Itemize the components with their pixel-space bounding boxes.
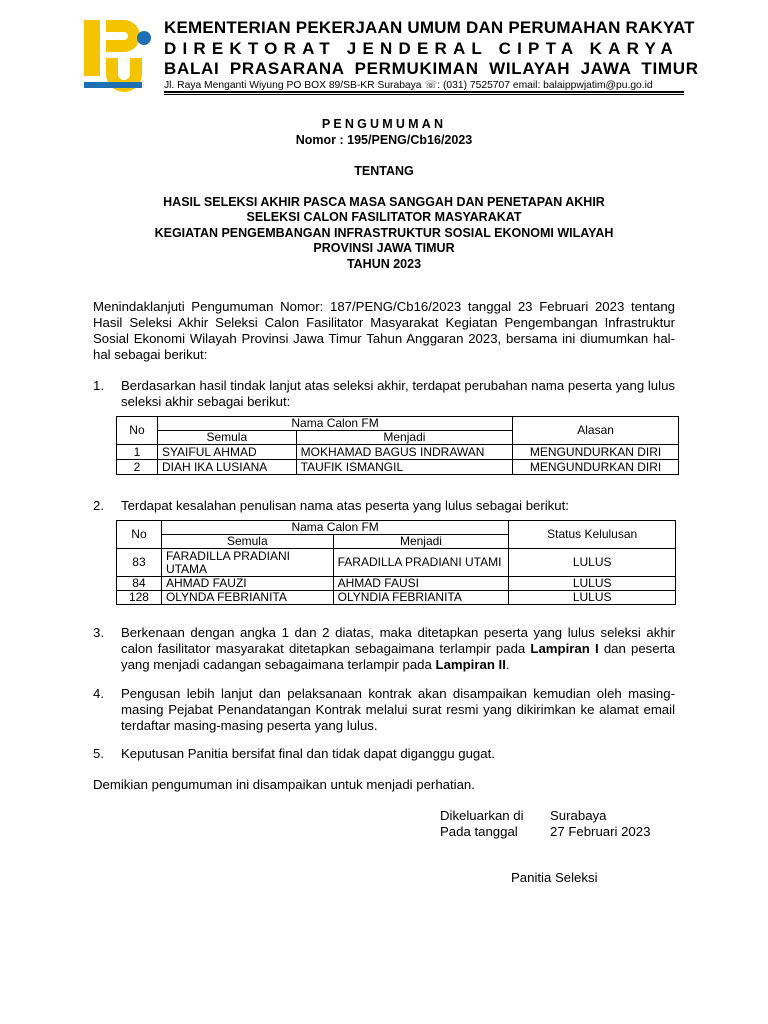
item-text: Berkenaan dengan angka 1 dan 2 diatas, maka ditetapkan peserta yang lulus seleksi akhir calon fasilitator masyarakat ditetapkan sebagaimana terlampir pada Lampiran I dan peserta yang menjadi cadangan sebagaimana terlampir pada Lampiran II. xyxy=(121,625,675,672)
table-header: No xyxy=(117,417,158,445)
closing-paragraph: Demikian pengumuman ini disampaikan untuk menjadi perhatian. xyxy=(93,777,475,792)
item-number: 5. xyxy=(93,746,104,761)
table-cell: LULUS xyxy=(509,577,676,591)
table-cell: MOKHAMAD BAGUS INDRAWAN xyxy=(296,445,513,460)
subject-line: TAHUN 2023 xyxy=(346,257,422,271)
item-text: Pengusan lebih lanjut dan pelaksanaan kontrak akan disampaikan kemudian oleh masing-masing Pejabat Penandatangan Kontrak melalui surat resmi yang dikirimkan ke alamat email terdaftar masing-masing peserta yang lulus. xyxy=(121,686,675,733)
intro-paragraph: Menindaklanjuti Pengumuman Nomor: 187/PENG/Cb16/2023 tanggal 23 Februari 2023 tentang Hasil Seleksi Akhir Seleksi Calon Fasilitator Masyarakat Kegiatan Pengembangan Infrastruktur Sosial Ekonomi Wilayah Provinsi Jawa Timur Tahun Anggaran 2023, bersama ini diumumkan hal-hal sebagai berikut: xyxy=(93,299,675,362)
item-number: 1. xyxy=(93,378,104,393)
table-cell: MENGUNDURKAN DIRI xyxy=(513,445,679,460)
announcement-number: Nomor : 195/PENG/Cb16/2023 xyxy=(295,133,473,147)
table-header: Alasan xyxy=(513,417,679,445)
table-cell: FARADILLA PRADIANI UTAMA xyxy=(161,549,333,577)
table-cell: FARADILLA PRADIANI UTAMI xyxy=(333,549,509,577)
replacement-table xyxy=(116,416,679,475)
issued-date-label: Pada tanggal xyxy=(440,824,518,839)
office-name: BALAI PRASARANA PERMUKIMAN WILAYAH JAWA TIMUR xyxy=(164,59,699,78)
table-row xyxy=(117,591,676,605)
table-cell: 2 xyxy=(117,460,158,475)
table-row xyxy=(117,460,679,475)
table-row xyxy=(117,577,676,591)
about-label: TENTANG xyxy=(354,164,414,178)
table-cell: SYAIFUL AHMAD xyxy=(157,445,296,460)
office-address: Jl. Raya Menganti Wiyung PO BOX 89/SB-KR Surabaya ☏: (031) 7525707 email: balaippwjatim@pu.go.id xyxy=(164,80,653,91)
table-cell: MENGUNDURKAN DIRI xyxy=(513,460,679,475)
item-text: Berdasarkan hasil tindak lanjut atas seleksi akhir, terdapat perubahan nama peserta yang lulus seleksi akhir sebagai berikut: xyxy=(121,378,675,409)
attachment-ref: Lampiran II xyxy=(435,657,506,672)
item-number: 4. xyxy=(93,686,104,701)
table-cell: 84 xyxy=(117,577,162,591)
table-cell: AHMAD FAUZI xyxy=(161,577,333,591)
subject-line: PROVINSI JAWA TIMUR xyxy=(313,241,455,255)
name-correction-table xyxy=(116,520,676,605)
header-rule-thick xyxy=(164,91,684,93)
header-rule-thin xyxy=(164,94,684,95)
table-row xyxy=(117,549,676,577)
announcement-title: PENGUMUMAN xyxy=(321,117,447,131)
table-cell: 83 xyxy=(117,549,162,577)
ministry-name: KEMENTERIAN PEKERJAAN UMUM DAN PERUMAHAN RAKYAT xyxy=(164,18,695,37)
table-cell: 128 xyxy=(117,591,162,605)
table-cell: DIAH IKA LUSIANA xyxy=(157,460,296,475)
table-cell: TAUFIK ISMANGIL xyxy=(296,460,513,475)
item-number: 2. xyxy=(93,498,104,513)
table-cell: LULUS xyxy=(509,591,676,605)
table-header: Nama Calon FM xyxy=(157,417,512,431)
table-cell: OLYNDA FEBRIANITA xyxy=(161,591,333,605)
item-text: Terdapat kesalahan penulisan nama atas peserta yang lulus sebagai berikut: xyxy=(121,498,569,513)
pu-logo xyxy=(84,20,154,92)
item-text: Keputusan Panitia bersifat final dan tidak dapat diganggu gugat. xyxy=(121,746,495,761)
table-header: Status Kelulusan xyxy=(509,521,676,549)
table-cell: OLYNDIA FEBRIANITA xyxy=(333,591,509,605)
issued-place-label: Dikeluarkan di xyxy=(440,808,524,823)
signer-name: Panitia Seleksi xyxy=(511,870,598,885)
table-header: Semula xyxy=(161,535,333,549)
table-cell: 1 xyxy=(117,445,158,460)
table-header: Nama Calon FM xyxy=(161,521,508,535)
table-row xyxy=(117,445,679,460)
table-cell: AHMAD FAUSI xyxy=(333,577,509,591)
directorate-name: DIREKTORAT JENDERAL CIPTA KARYA xyxy=(164,39,679,58)
table-header: Menjadi xyxy=(296,431,513,445)
subject-line: KEGIATAN PENGEMBANGAN INFRASTRUKTUR SOSIAL EKONOMI WILAYAH xyxy=(154,226,614,240)
table-header: Menjadi xyxy=(333,535,509,549)
issued-date-value: 27 Februari 2023 xyxy=(550,824,651,839)
item-number: 3. xyxy=(93,625,104,640)
attachment-ref: Lampiran I xyxy=(530,641,599,656)
table-cell: LULUS xyxy=(509,549,676,577)
table-header: No xyxy=(117,521,162,549)
issued-place-value: Surabaya xyxy=(550,808,607,823)
subject-line: HASIL SELEKSI AKHIR PASCA MASA SANGGAH DAN PENETAPAN AKHIR xyxy=(163,195,605,209)
subject-line: SELEKSI CALON FASILITATOR MASYARAKAT xyxy=(246,210,522,224)
table-header: Semula xyxy=(157,431,296,445)
